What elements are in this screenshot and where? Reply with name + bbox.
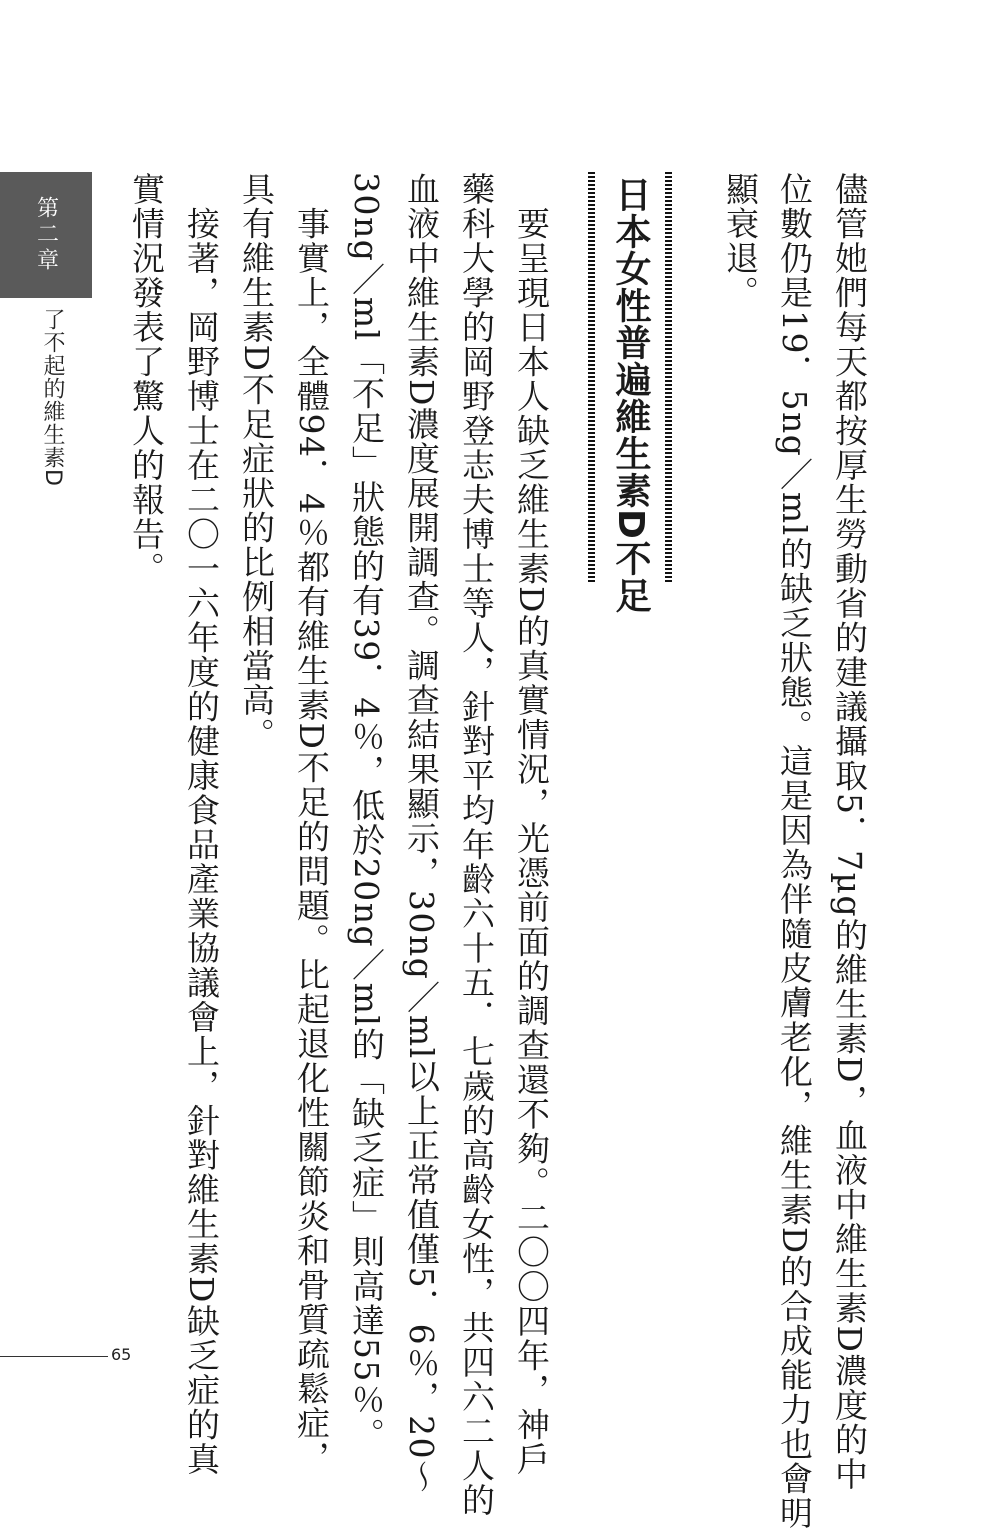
text-column: 實情況發表了驚人的報告。 (127, 172, 166, 586)
text-column: 事實上，全體94．4％都有維生素D不足的問題。比起退化性關節炎和骨質疏鬆症， (292, 172, 331, 1475)
text-column: 接著，岡野博士在二〇一六年度的健康食品產業協議會上，針對維生素D缺乏症的真 (182, 172, 221, 1477)
chapter-tab-label: 第二章 (33, 196, 59, 274)
text-column: 位數仍是19．5ng／ml的缺乏狀態。這是因為伴隨皮膚老化，維生素D的合成能力也會明 (775, 172, 814, 1531)
section-heading (588, 172, 672, 614)
text-column: 儘管她們每天都按厚生勞動省的建議攝取5．7µg的維生素D，血液中維生素D濃度的中 (830, 172, 869, 1492)
heading-rule-left (588, 172, 595, 582)
text-column: 30ng／ml「不足」狀態的有39．4％，低於20ng／ml的「缺乏症」則高達55％。 (347, 172, 386, 1452)
text-column: 具有維生素D不足症狀的比例相當高。 (237, 172, 276, 752)
heading-rule-right (665, 172, 672, 582)
section-heading-text: 日本女性普遍維生素D不足 (610, 176, 651, 614)
text-column: 顯衰退。 (721, 172, 760, 310)
page-number: 65 (111, 1345, 132, 1364)
chapter-running-title: 了不起的維生素D (40, 308, 65, 487)
chapter-tab (0, 172, 92, 298)
text-column: 要呈現日本人缺乏維生素D的真實情況，光憑前面的調查還不夠。二〇〇四年，神戶 (512, 172, 551, 1477)
text-column: 血液中維生素D濃度展開調查。調查結果顯示，30ng／ml以上正常值僅5．6％，20～ (402, 172, 441, 1495)
text-column: 藥科大學的岡野登志夫博士等人，針對平均年齡六十五．七歲的高齡女性，共四六二人的 (457, 172, 496, 1518)
footer-rule (0, 1356, 108, 1357)
